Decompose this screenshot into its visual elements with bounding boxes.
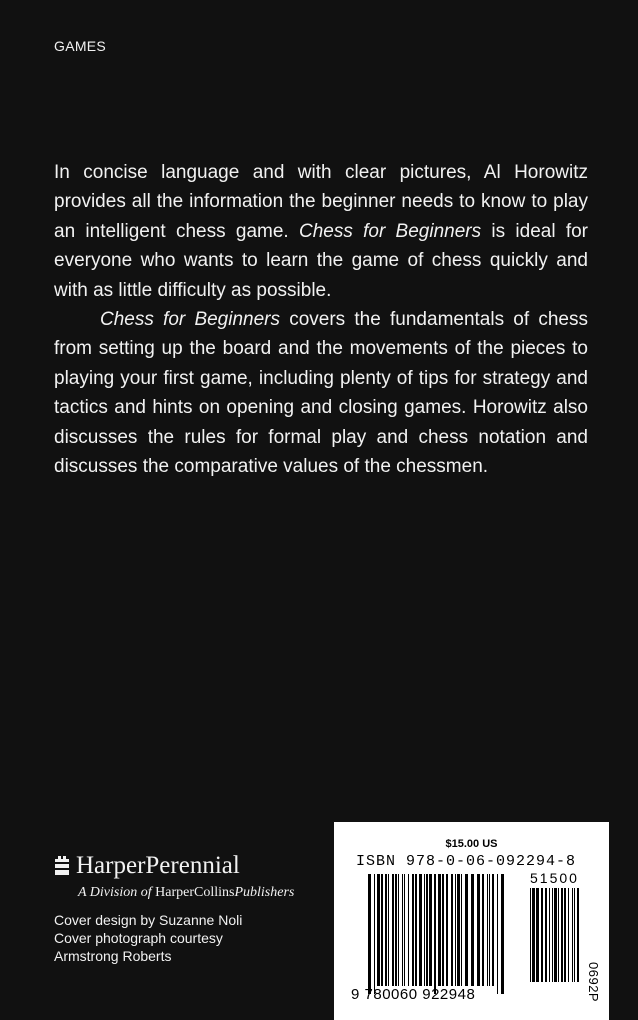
barcode-bar — [408, 874, 409, 986]
ean-addon-digits: 51500 — [530, 870, 579, 886]
barcode-bar — [438, 874, 441, 986]
barcode-bar — [492, 874, 494, 986]
barcode-bar — [398, 874, 399, 986]
barcode-bar — [545, 888, 547, 982]
barcode-bar — [424, 874, 425, 986]
barcode-bar — [577, 888, 579, 982]
barcode-bar — [564, 888, 566, 982]
blurb-text: In concise language and with clear pictures, Al Horowitz provides all the information the beginner needs to know to play an intelligent chess game. — [54, 162, 588, 242]
division-upright: HarperCollins — [155, 885, 235, 900]
barcode-bar — [532, 888, 535, 982]
barcode-bar — [549, 888, 550, 982]
main-barcode-bars — [368, 874, 504, 994]
barcode-bar — [501, 874, 504, 994]
book-title-italic: Chess for Beginners — [100, 309, 281, 331]
barcode-bar — [377, 874, 380, 986]
barcode-bar — [412, 874, 414, 986]
barcode-bar — [561, 888, 563, 982]
barcode-bar — [419, 874, 422, 986]
barcode-bar — [558, 888, 559, 982]
barcode-bar — [461, 874, 462, 986]
ean-digits: 9 780060 922948 — [351, 986, 476, 1003]
barcode-bar — [395, 874, 397, 986]
barcode-bar — [381, 874, 383, 986]
barcode-bar — [457, 874, 460, 986]
isbn-text: ISBN 978-0-06-092294-8 — [356, 853, 577, 870]
credit-line: Cover photograph courtesy — [54, 930, 223, 946]
barcode-bar — [482, 874, 484, 986]
barcode-bar — [434, 874, 436, 994]
blurb-text: is ideal for everyone who wants to learn the game of chess quickly and with as little difficulty as possible. — [54, 220, 588, 301]
barcode-bar — [572, 888, 573, 982]
cover-credits — [54, 911, 242, 965]
price-label: $15.00 US — [445, 838, 498, 850]
addon-barcode-bars — [530, 888, 579, 982]
publisher-row — [54, 851, 324, 881]
barcode-bar — [402, 874, 403, 986]
barcode-bar — [554, 888, 557, 982]
barcode-bar — [392, 874, 394, 986]
barcode-bar — [465, 874, 468, 986]
barcode-bar — [541, 888, 543, 982]
barcode-panel — [334, 822, 609, 1020]
barcode-bar — [574, 888, 575, 982]
barcode-bar — [446, 874, 448, 986]
barcode-bar — [374, 874, 375, 994]
publisher-division — [78, 885, 324, 901]
barcode-bar — [442, 874, 444, 986]
barcode-bar — [471, 874, 474, 986]
barcode-bar — [530, 888, 531, 982]
book-title-italic: Chess for Beginners — [298, 220, 482, 242]
back-cover-blurb — [54, 158, 588, 481]
barcode-bar — [388, 874, 389, 986]
barcode-bar — [429, 874, 432, 986]
blurb-paragraph-2 — [54, 305, 588, 481]
barcode-bar — [536, 888, 539, 982]
blurb-paragraph-1 — [54, 158, 588, 305]
category-label: GAMES — [54, 38, 107, 54]
barcode-bar — [497, 874, 498, 994]
barcode-bar — [368, 874, 371, 994]
barcode-bar — [487, 874, 488, 986]
barcode-bar — [426, 874, 428, 986]
barcode-bar — [385, 874, 387, 986]
blurb-text: covers the fundamentals of chess from setting up the board and the movements of the pieces to playing your first game, including plenty of tips for strategy and tactics and hints on opening and closing games. Horowitz also discusses the rules for formal play and chess notation and discusses the comparative values of the chessmen. — [54, 309, 588, 478]
barcode-bar — [404, 874, 405, 986]
product-code: 0692P — [586, 962, 601, 1003]
barcode-bar — [477, 874, 480, 986]
publisher-name: HarperPerennial — [76, 852, 240, 879]
publisher-logo-icon — [54, 856, 70, 876]
barcode-bar — [455, 874, 456, 986]
credit-line: Cover design by Suzanne Noli — [54, 912, 243, 928]
division-prefix: A Division of — [78, 885, 156, 900]
barcode-bar — [552, 888, 553, 982]
barcode-bar — [568, 888, 569, 982]
publisher-block — [54, 851, 324, 901]
barcode-bar — [489, 874, 490, 986]
barcode-bar — [451, 874, 453, 986]
division-suffix: Publishers — [234, 885, 295, 900]
credit-line: Armstrong Roberts — [54, 948, 172, 964]
barcode-bar — [415, 874, 417, 986]
